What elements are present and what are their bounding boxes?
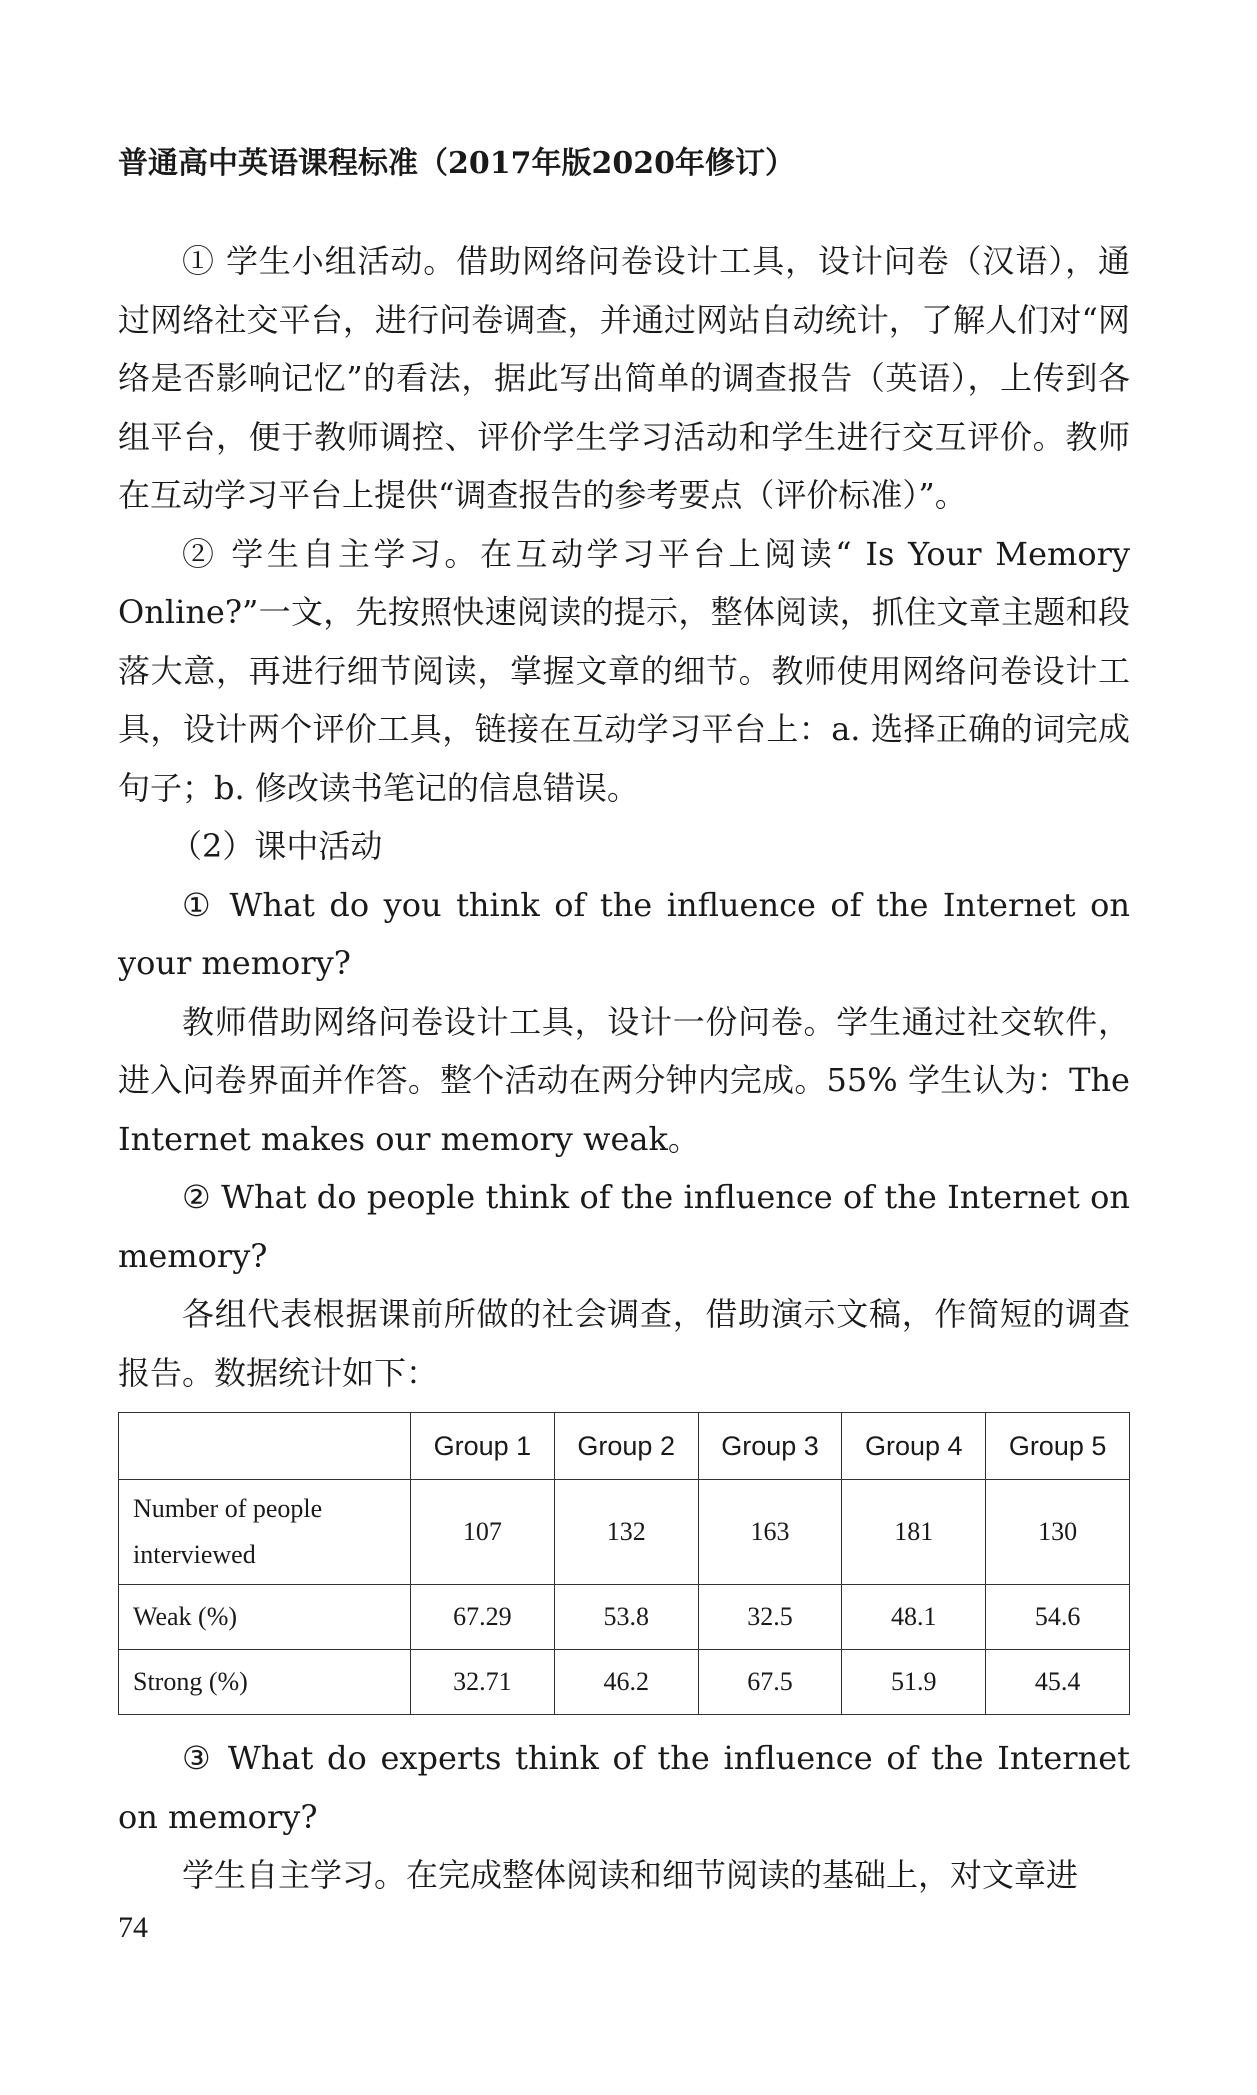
paragraph-survey-report: 各组代表根据课前所做的社会调查，借助演示文稿，作简短的调查报告。数据统计如下： (118, 1295, 1130, 1392)
table-header-cell: Group 2 (554, 1413, 698, 1480)
running-header: 普通高中英语课程标准（2017年版2020年修订） (118, 146, 795, 181)
table-cell: 54.6 (986, 1585, 1130, 1650)
paragraph-questionnaire: 教师借助网络问卷设计工具，设计一份问卷。学生通过社交软件，进入问卷界面并作答。整个活动在两分钟内完成。55% 学生认为：The Internet makes our memory weak。 (118, 1002, 1130, 1158)
table-cell: 67.5 (698, 1650, 842, 1715)
question-3: ③ What do experts think of the influence of the Internet on memory? (118, 1739, 1130, 1836)
table-cell: 130 (986, 1480, 1130, 1585)
table-cell: 46.2 (554, 1650, 698, 1715)
table-cell: 67.29 (411, 1585, 555, 1650)
table-header-cell: Group 5 (986, 1413, 1130, 1480)
table-header-row (119, 1413, 1130, 1480)
table-row (119, 1650, 1130, 1715)
question-2: ② What do people think of the influence of the Internet on memory? (118, 1178, 1130, 1275)
survey-table (118, 1412, 1130, 1715)
table-cell: 32.5 (698, 1585, 842, 1650)
table-cell: 51.9 (842, 1650, 986, 1715)
table-cell: 107 (411, 1480, 555, 1585)
table-cell: 53.8 (554, 1585, 698, 1650)
table-header-cell: Group 4 (842, 1413, 986, 1480)
table-cell: 181 (842, 1480, 986, 1585)
page-number: 74 (118, 1911, 148, 1944)
table-cell: 45.4 (986, 1650, 1130, 1715)
paragraph-expert-reading: 学生自主学习。在完成整体阅读和细节阅读的基础上，对文章进 (182, 1856, 1079, 1894)
table-cell: 32.71 (411, 1650, 555, 1715)
table-header-cell: Group 3 (698, 1413, 842, 1480)
paragraph-group-activity: ① 学生小组活动。借助网络问卷设计工具，设计问卷（汉语），通过网络社交平台，进行问卷调查，并通过网站自动统计，了解人们对“网络是否影响记忆”的看法，据此写出简单的调查报告（英语），上传到各组平台，便于教师调控、评价学生学习活动和学生进行交互评价。教师在互动学习平台上提供“调查报告的参考要点（评价标准）”。 (118, 242, 1130, 514)
table-cell: 48.1 (842, 1585, 986, 1650)
section-heading-in-class: （2）课中活动 (170, 827, 383, 865)
paragraph-self-study: ② 学生自主学习。在互动学习平台上阅读“ Is Your Memory Online?”一文，先按照快速阅读的提示，整体阅读，抓住文章主题和段落大意，再进行细节阅读，掌握文章的细节。教师使用网络问卷设计工具，设计两个评价工具，链接在互动学习平台上：a. 选择正确的词完成句子；b. 修改读书笔记的信息错误。 (118, 534, 1130, 807)
row-label: Strong (%) (119, 1650, 411, 1715)
body-text (118, 232, 1130, 1905)
table-row (119, 1480, 1130, 1585)
row-label: Number of people interviewed (119, 1480, 411, 1585)
table-cell: 163 (698, 1480, 842, 1585)
table-header-cell: Group 1 (411, 1413, 555, 1480)
table-cell: 132 (554, 1480, 698, 1585)
table-row (119, 1585, 1130, 1650)
question-1: ① What do you think of the influence of the Internet on your memory? (118, 885, 1130, 982)
row-label: Weak (%) (119, 1585, 411, 1650)
table-header-empty (119, 1413, 411, 1480)
